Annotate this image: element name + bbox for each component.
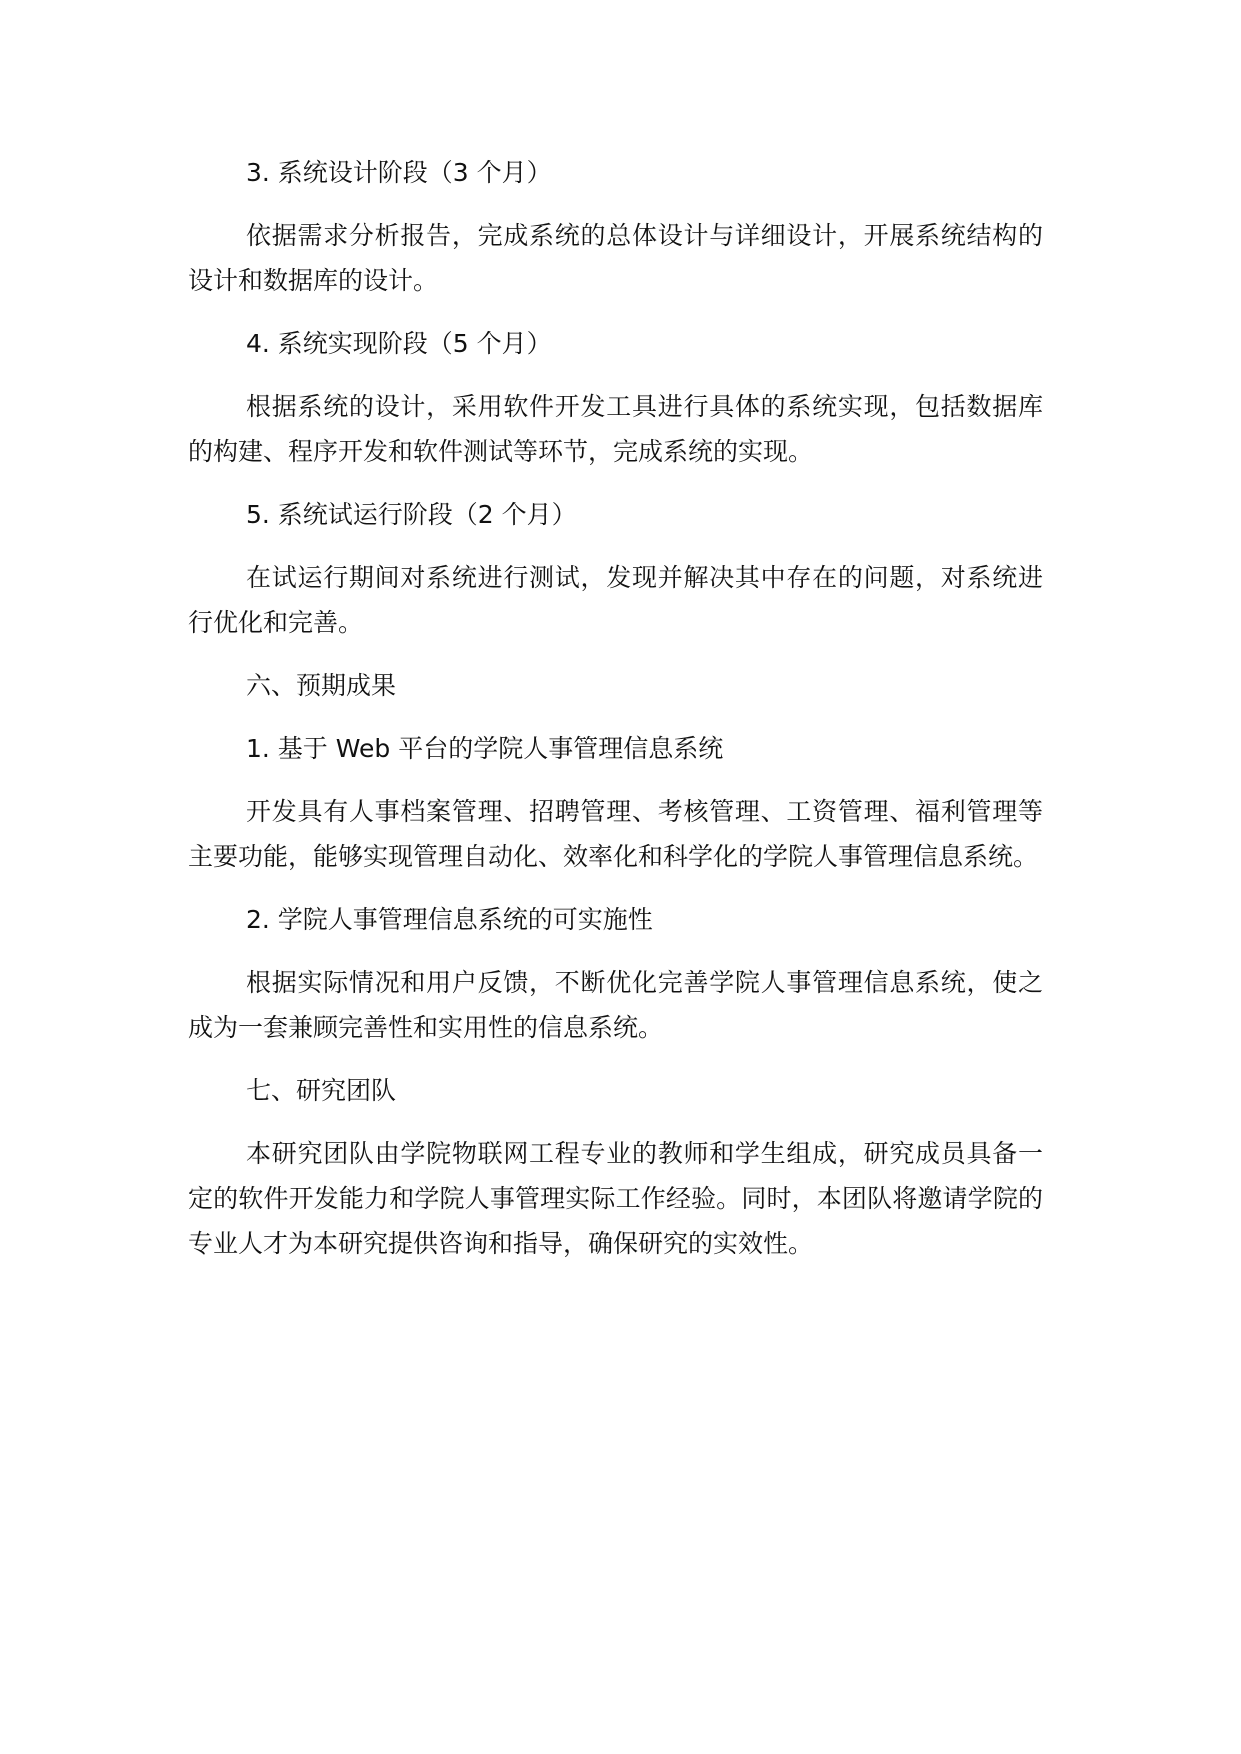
paragraph-research-team: 本研究团队由学院物联网工程专业的教师和学生组成，研究成员具备一定的软件开发能力和学院人事管理实际工作经验。同时，本团队将邀请学院的专业人才为本研究提供咨询和指导，确保研究的实效性。 — [188, 1139, 1043, 1258]
section-heading-implementation-phase: 4. 系统实现阶段（5 个月） — [246, 329, 552, 358]
section-heading-trial-phase: 5. 系统试运行阶段（2 个月） — [246, 500, 577, 529]
subheading-feasibility: 2. 学院人事管理信息系统的可实施性 — [246, 905, 653, 934]
paragraph-feasibility: 根据实际情况和用户反馈，不断优化完善学院人事管理信息系统，使之成为一套兼顾完善性和实用性的信息系统。 — [188, 968, 1043, 1042]
section-heading-expected-results: 六、预期成果 — [246, 671, 397, 700]
paragraph-web-system: 开发具有人事档案管理、招聘管理、考核管理、工资管理、福利管理等主要功能，能够实现管理自动化、效率化和科学化的学院人事管理信息系统。 — [188, 797, 1043, 871]
subheading-web-system: 1. 基于 Web 平台的学院人事管理信息系统 — [246, 734, 724, 763]
paragraph-design-phase: 依据需求分析报告，完成系统的总体设计与详细设计，开展系统结构的设计和数据库的设计。 — [188, 221, 1043, 295]
section-heading-design-phase: 3. 系统设计阶段（3 个月） — [246, 158, 552, 187]
document-body — [188, 150, 1043, 1284]
paragraph-trial-phase: 在试运行期间对系统进行测试，发现并解决其中存在的问题，对系统进行优化和完善。 — [188, 563, 1043, 637]
paragraph-implementation-phase: 根据系统的设计，采用软件开发工具进行具体的系统实现，包括数据库的构建、程序开发和软件测试等环节，完成系统的实现。 — [188, 392, 1043, 466]
section-heading-research-team: 七、研究团队 — [246, 1076, 397, 1105]
